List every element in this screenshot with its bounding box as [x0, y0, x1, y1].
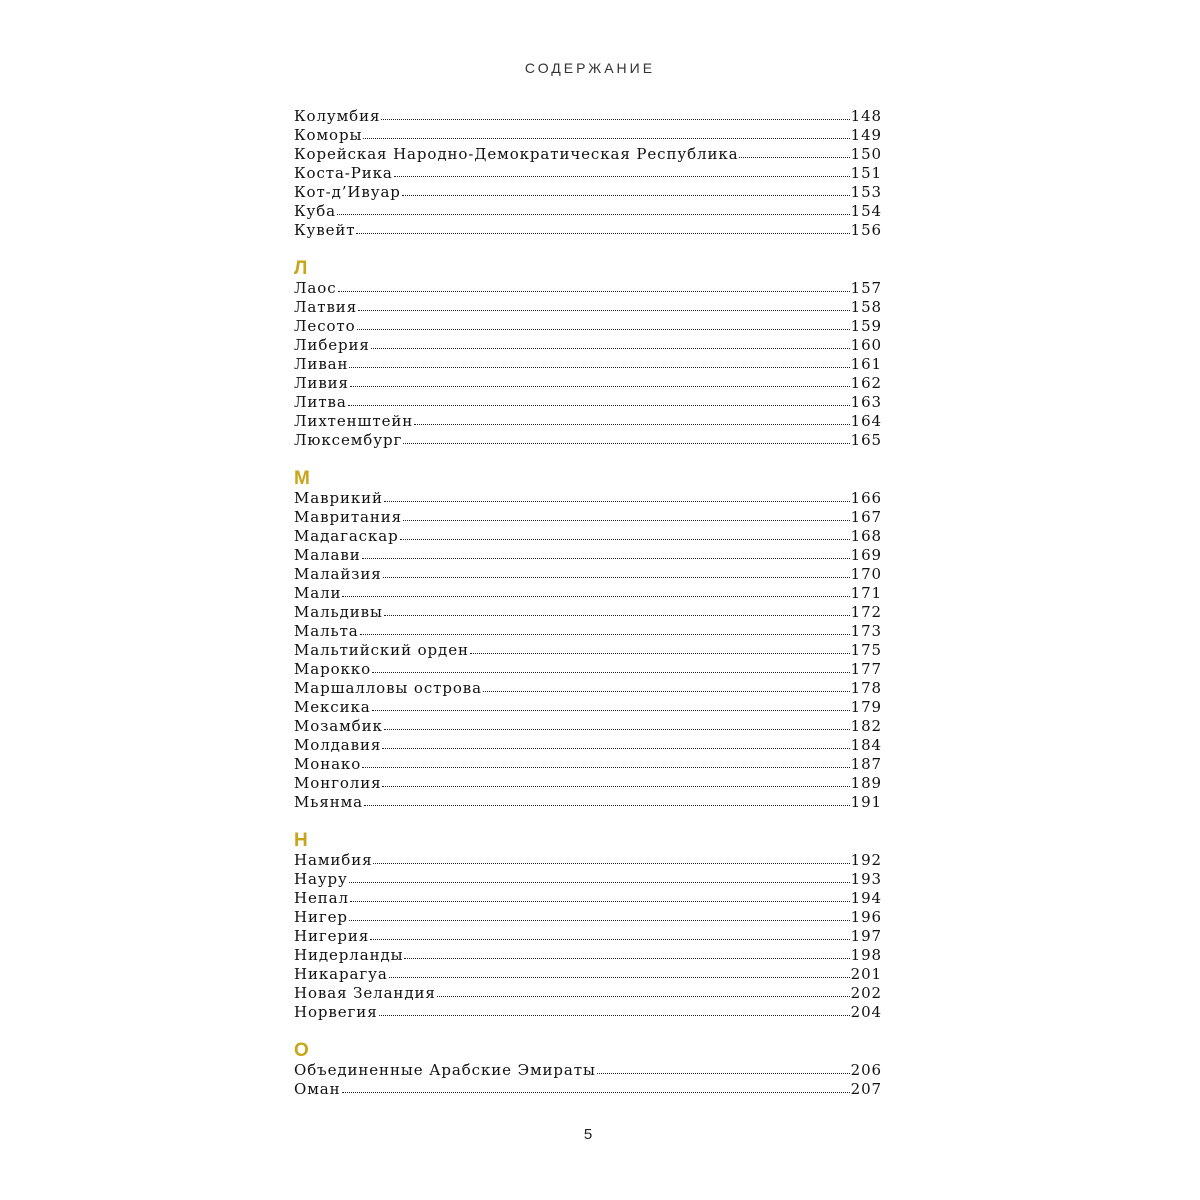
- entry-page-number: 194: [850, 889, 882, 907]
- entry-page-number: 179: [850, 698, 882, 716]
- toc-entry[interactable]: [294, 336, 882, 355]
- dot-leader: [470, 649, 850, 654]
- dot-leader: [597, 1069, 850, 1074]
- entry-page-number: 170: [850, 565, 882, 583]
- dot-leader: [382, 744, 849, 749]
- dot-leader: [338, 287, 850, 292]
- entry-title: Мьянма: [294, 793, 363, 811]
- entry-page-number: 202: [850, 984, 882, 1002]
- entry-page-number: 187: [850, 755, 882, 773]
- toc-entry[interactable]: [294, 870, 882, 889]
- entry-page-number: 169: [850, 546, 882, 564]
- entry-page-number: 168: [850, 527, 882, 545]
- entry-title: Литва: [294, 393, 347, 411]
- entry-title: Малави: [294, 546, 361, 564]
- entry-page-number: 164: [850, 412, 882, 430]
- toc-entry[interactable]: [294, 1080, 882, 1099]
- toc-entry[interactable]: [294, 774, 882, 793]
- entry-page-number: 191: [850, 793, 882, 811]
- toc-entry[interactable]: [294, 793, 882, 812]
- entry-title: Латвия: [294, 298, 358, 316]
- entry-title: Маршалловы острова: [294, 679, 482, 697]
- entry-title: Непал: [294, 889, 349, 907]
- dot-leader: [414, 420, 849, 425]
- entry-title: Норвегия: [294, 1003, 378, 1021]
- dot-leader: [400, 535, 850, 540]
- entry-title: Монако: [294, 755, 362, 773]
- entry-page-number: 172: [850, 603, 882, 621]
- entry-title: Намибия: [294, 851, 373, 869]
- entry-title: Нидерланды: [294, 946, 404, 964]
- section-letter: О: [294, 1040, 309, 1061]
- entry-title: Малайзия: [294, 565, 382, 583]
- entry-title: Люксембург: [294, 431, 403, 449]
- toc-entry[interactable]: [294, 1003, 882, 1022]
- entry-page-number: 184: [850, 736, 882, 754]
- entry-title: Лаос: [294, 279, 337, 297]
- entry-title: Ливия: [294, 374, 349, 392]
- entry-title: Объединенные Арабские Эмираты: [294, 1061, 596, 1079]
- entry-page-number: 161: [850, 355, 882, 373]
- dot-leader: [357, 325, 850, 330]
- entry-page-number: 178: [850, 679, 882, 697]
- section-letter: М: [294, 468, 310, 489]
- entry-title: Молдавия: [294, 736, 382, 754]
- entry-page-number: 162: [850, 374, 882, 392]
- entry-page-number: 198: [850, 946, 882, 964]
- dot-leader: [372, 706, 850, 711]
- dot-leader: [350, 897, 850, 902]
- toc-entry[interactable]: [294, 508, 882, 527]
- toc-section: [294, 469, 882, 812]
- toc-entry[interactable]: [294, 965, 882, 984]
- dot-leader: [350, 382, 850, 387]
- toc-entry[interactable]: [294, 374, 882, 393]
- toc-entry[interactable]: [294, 851, 882, 870]
- entry-page-number: 196: [850, 908, 882, 926]
- entry-page-number: 150: [850, 145, 882, 163]
- toc-entry[interactable]: [294, 565, 882, 584]
- entry-title: Куба: [294, 202, 337, 220]
- toc-entry[interactable]: [294, 927, 882, 946]
- entry-title: Либерия: [294, 336, 370, 354]
- entry-page-number: 156: [850, 221, 882, 239]
- entry-title: Мальта: [294, 622, 359, 640]
- entry-page-number: 163: [850, 393, 882, 411]
- dot-leader: [356, 229, 849, 234]
- toc-entry[interactable]: [294, 164, 882, 183]
- dot-leader: [382, 782, 849, 787]
- dot-leader: [403, 439, 849, 444]
- toc-entry[interactable]: [294, 145, 882, 164]
- entry-page-number: 173: [850, 622, 882, 640]
- entry-page-number: 165: [850, 431, 882, 449]
- entry-page-number: 148: [850, 107, 882, 125]
- dot-leader: [358, 306, 850, 311]
- entry-page-number: 151: [850, 164, 882, 182]
- toc-entry[interactable]: [294, 603, 882, 622]
- dot-leader: [370, 935, 849, 940]
- toc-section: [294, 1041, 882, 1099]
- toc-entry[interactable]: [294, 412, 882, 431]
- dot-leader: [394, 172, 850, 177]
- table-of-contents: [294, 107, 882, 1099]
- entry-title: Корейская Народно-Демократическая Республика: [294, 145, 739, 163]
- entry-page-number: 193: [850, 870, 882, 888]
- dot-leader: [437, 992, 850, 997]
- entry-page-number: 204: [850, 1003, 882, 1021]
- entry-page-number: 182: [850, 717, 882, 735]
- dot-leader: [383, 573, 850, 578]
- dot-leader: [348, 401, 850, 406]
- toc-entry[interactable]: [294, 393, 882, 412]
- entry-title: Коста-Рика: [294, 164, 393, 182]
- toc-entry[interactable]: [294, 546, 882, 565]
- toc-entry[interactable]: [294, 431, 882, 450]
- toc-entry[interactable]: [294, 660, 882, 679]
- dot-leader: [362, 554, 850, 559]
- entry-title: Мальдивы: [294, 603, 383, 621]
- entry-page-number: 159: [850, 317, 882, 335]
- dot-leader: [483, 687, 850, 692]
- toc-entry[interactable]: [294, 298, 882, 317]
- dot-leader: [373, 859, 849, 864]
- toc-entry[interactable]: [294, 202, 882, 221]
- entry-title: Оман: [294, 1080, 341, 1098]
- toc-entry[interactable]: [294, 679, 882, 698]
- dot-leader: [739, 153, 849, 158]
- dot-leader: [337, 210, 850, 215]
- toc-section: [294, 107, 882, 240]
- entry-title: Лихтенштейн: [294, 412, 414, 430]
- toc-entry[interactable]: [294, 527, 882, 546]
- entry-page-number: 189: [850, 774, 882, 792]
- toc-entry[interactable]: [294, 755, 882, 774]
- dot-leader: [384, 725, 850, 730]
- dot-leader: [402, 191, 850, 196]
- section-letter: Н: [294, 830, 308, 851]
- entry-title: Новая Зеландия: [294, 984, 436, 1002]
- entry-title: Нигерия: [294, 927, 370, 945]
- dot-leader: [363, 134, 849, 139]
- toc-section: [294, 259, 882, 450]
- entry-title: Науру: [294, 870, 348, 888]
- toc-entry[interactable]: [294, 908, 882, 927]
- entry-page-number: 153: [850, 183, 882, 201]
- dot-leader: [403, 516, 850, 521]
- entry-page-number: 160: [850, 336, 882, 354]
- toc-entry[interactable]: [294, 489, 882, 508]
- dot-leader: [389, 973, 850, 978]
- toc-entry[interactable]: [294, 984, 882, 1003]
- dot-leader: [360, 630, 850, 635]
- entry-title: Мадагаскар: [294, 527, 399, 545]
- toc-entry[interactable]: [294, 698, 882, 717]
- entry-title: Мозамбик: [294, 717, 383, 735]
- dot-leader: [372, 668, 850, 673]
- entry-title: Кот-д’Ивуар: [294, 183, 401, 201]
- dot-leader: [342, 592, 849, 597]
- dot-leader: [364, 801, 850, 806]
- toc-entry[interactable]: [294, 107, 882, 126]
- section-letter: Л: [294, 258, 308, 279]
- entry-title: Ливан: [294, 355, 349, 373]
- toc-entry[interactable]: [294, 584, 882, 603]
- entry-title: Мексика: [294, 698, 371, 716]
- toc-entry[interactable]: [294, 317, 882, 336]
- entry-page-number: 177: [850, 660, 882, 678]
- toc-entry[interactable]: [294, 279, 882, 298]
- toc-entry[interactable]: [294, 889, 882, 908]
- entry-page-number: 171: [850, 584, 882, 602]
- entry-page-number: 206: [850, 1061, 882, 1079]
- dot-leader: [362, 763, 850, 768]
- dot-leader: [342, 1088, 850, 1093]
- dot-leader: [384, 497, 850, 502]
- toc-entry[interactable]: [294, 736, 882, 755]
- entry-page-number: 175: [850, 641, 882, 659]
- entry-page-number: 154: [850, 202, 882, 220]
- toc-entry[interactable]: [294, 126, 882, 145]
- entry-page-number: 201: [850, 965, 882, 983]
- entry-title: Мавритания: [294, 508, 403, 526]
- entry-page-number: 149: [850, 126, 882, 144]
- toc-entry[interactable]: [294, 717, 882, 736]
- entry-title: Кувейт: [294, 221, 356, 239]
- toc-entry[interactable]: [294, 183, 882, 202]
- dot-leader: [349, 878, 850, 883]
- entry-page-number: 158: [850, 298, 882, 316]
- entry-title: Лесото: [294, 317, 356, 335]
- dot-leader: [371, 344, 850, 349]
- entry-title: Нигер: [294, 908, 348, 926]
- toc-section: [294, 831, 882, 1022]
- dot-leader: [381, 115, 849, 120]
- page-number: 5: [583, 1126, 593, 1143]
- entry-page-number: 207: [850, 1080, 882, 1098]
- entry-title: Колумбия: [294, 107, 381, 125]
- dot-leader: [349, 363, 849, 368]
- dot-leader: [379, 1011, 850, 1016]
- toc-entry[interactable]: [294, 622, 882, 641]
- entry-title: Маврикий: [294, 489, 383, 507]
- entry-page-number: 166: [850, 489, 882, 507]
- entry-page-number: 167: [850, 508, 882, 526]
- entry-title: Монголия: [294, 774, 382, 792]
- running-head: СОДЕРЖАНИЕ: [524, 60, 656, 76]
- entry-title: Мали: [294, 584, 342, 602]
- toc-entry[interactable]: [294, 355, 882, 374]
- toc-entry[interactable]: [294, 1061, 882, 1080]
- dot-leader: [404, 954, 849, 959]
- entry-page-number: 157: [850, 279, 882, 297]
- toc-entry[interactable]: [294, 946, 882, 965]
- entry-title: Марокко: [294, 660, 372, 678]
- dot-leader: [384, 611, 850, 616]
- toc-entry[interactable]: [294, 641, 882, 660]
- dot-leader: [349, 916, 850, 921]
- toc-entry[interactable]: [294, 221, 882, 240]
- entry-title: Никарагуа: [294, 965, 388, 983]
- entry-page-number: 197: [850, 927, 882, 945]
- entry-title: Коморы: [294, 126, 363, 144]
- entry-page-number: 192: [850, 851, 882, 869]
- entry-title: Мальтийский орден: [294, 641, 469, 659]
